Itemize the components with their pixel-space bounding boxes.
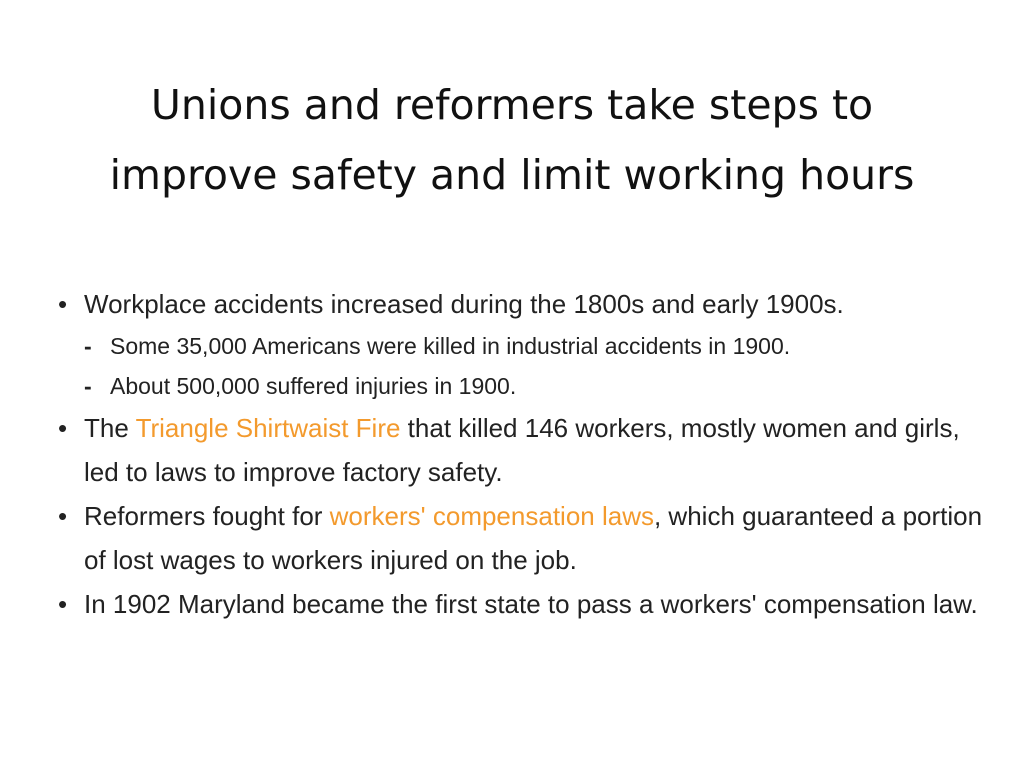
bullet-reformers-compensation [58, 494, 988, 582]
sub-bullet-text: About 500,000 suffered injuries in 1900. [110, 373, 517, 399]
bullet-text-post: that killed 146 workers, mostly women and girls, led to laws to improve factory safety. [84, 413, 960, 487]
highlight-term-workers-compensation-laws: workers' compensation laws [329, 501, 654, 531]
slide-title-line-1: Unions and reformers take steps to [150, 81, 874, 129]
highlight-term-triangle-shirtwaist-fire: Triangle Shirtwaist Fire [135, 413, 401, 443]
bullet-dot-icon: • [58, 289, 68, 319]
bullet-workplace-accidents [58, 282, 988, 326]
sub-bullet-injuries [58, 366, 988, 406]
bullet-text-pre: Reformers fought for [84, 501, 330, 531]
bullet-dot-icon: • [58, 589, 68, 619]
sub-bullet-deaths [58, 326, 988, 366]
bullet-maryland-1902 [58, 582, 988, 626]
slide-body [58, 282, 988, 626]
bullet-text: Workplace accidents increased during the 1800s and early 1900s. [84, 289, 844, 319]
slide-title [40, 70, 984, 210]
dash-icon: - [84, 333, 92, 359]
bullet-text-pre: The [84, 413, 136, 443]
slide-title-line-2: improve safety and limit working hours [109, 151, 915, 199]
bullet-text-post: , which guaranteed a portion of lost wages to workers injured on the job. [84, 501, 983, 575]
dash-icon: - [84, 373, 92, 399]
bullet-dot-icon: • [58, 413, 68, 443]
sub-bullet-text: Some 35,000 Americans were killed in industrial accidents in 1900. [110, 333, 791, 359]
bullet-triangle-fire [58, 406, 988, 494]
bullet-text: In 1902 Maryland became the first state to pass a workers' compensation law. [84, 589, 978, 619]
bullet-dot-icon: • [58, 501, 68, 531]
